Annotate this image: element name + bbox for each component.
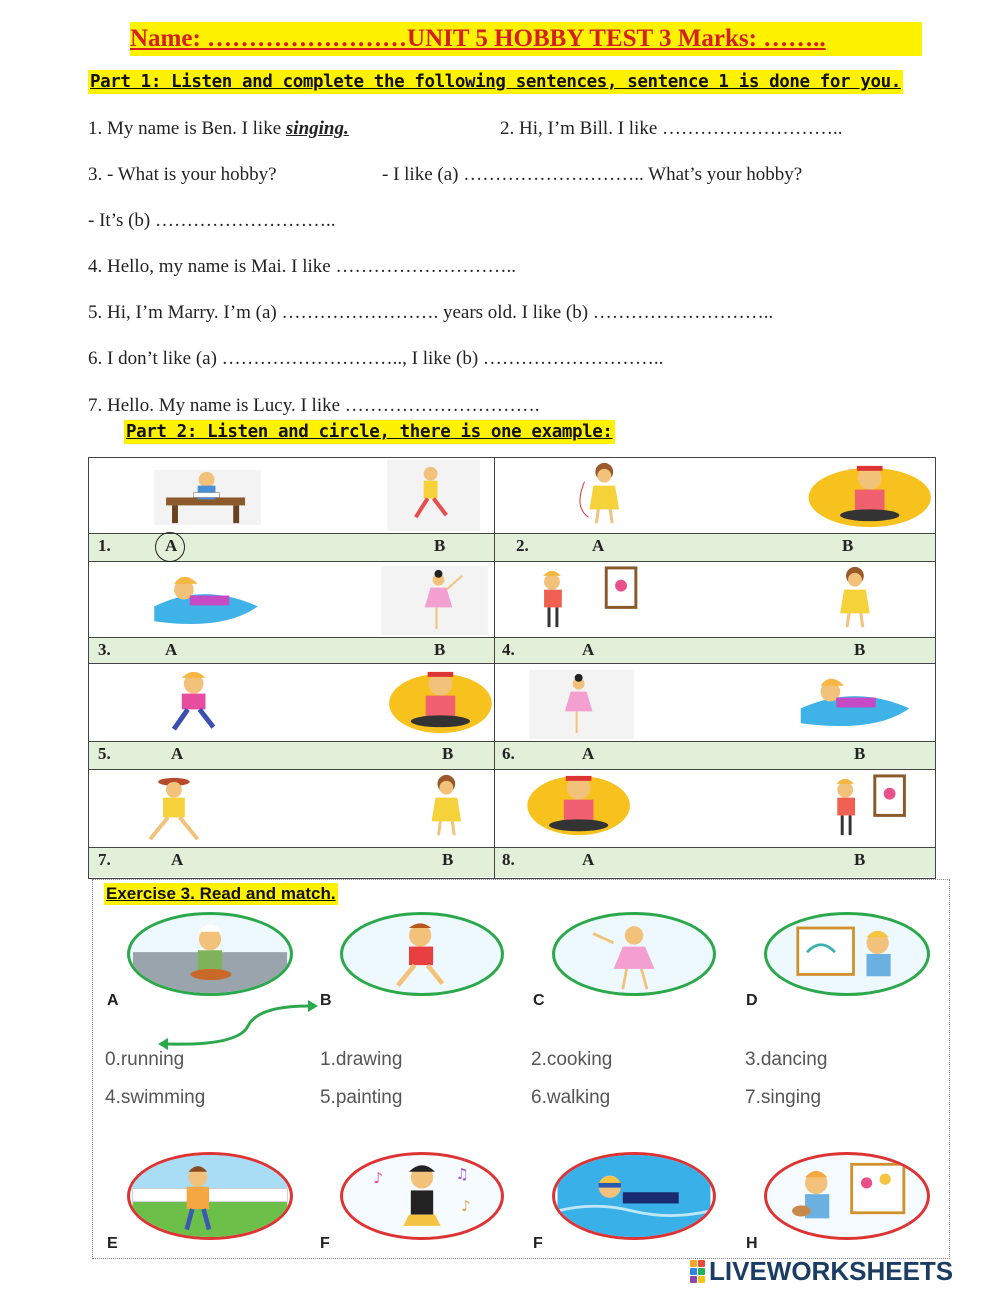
answer-row (89, 742, 935, 770)
singing-girl-image (840, 567, 870, 627)
row3-images (89, 664, 935, 741)
table-row (89, 770, 935, 848)
option-a[interactable]: A (165, 536, 178, 555)
question-number: 4. (502, 640, 515, 659)
picture-letter: C (533, 992, 545, 1009)
word-item: 3.dancing (745, 1049, 828, 1070)
question-number: 6. (502, 744, 515, 763)
row1-images (89, 458, 935, 533)
running-girl-image (174, 672, 213, 729)
row2-images (89, 562, 935, 637)
easel-icon (767, 915, 927, 993)
answer-row (89, 534, 935, 562)
option-b[interactable]: B (442, 744, 454, 763)
option-b[interactable]: B (854, 744, 866, 763)
picture-letter: F (533, 1235, 543, 1252)
dancing-girl-image (381, 566, 488, 635)
option-b[interactable]: B (842, 536, 854, 555)
drawing-picture (764, 912, 930, 996)
option-a[interactable]: A (171, 850, 184, 869)
cooking-picture (127, 912, 293, 996)
painting-girl-image (543, 568, 636, 627)
swimming-girl-image (801, 679, 910, 726)
svg-text:♪: ♪ (461, 1196, 471, 1215)
painting-icon (767, 1155, 927, 1237)
picture-letter: H (746, 1235, 758, 1252)
picture-letter: F (320, 1235, 330, 1252)
sentence-1-answer: singing. (285, 118, 349, 139)
table-row (89, 562, 935, 638)
walking-icon (130, 1155, 290, 1237)
option-b[interactable]: B (442, 850, 454, 869)
reading-boy-image (154, 470, 261, 525)
word-item: 0.running (105, 1049, 185, 1070)
running-girl-image (387, 460, 480, 531)
cooking-girl-image (527, 776, 630, 835)
question-number: 3. (98, 640, 111, 659)
swimming-icon (555, 1155, 713, 1237)
worksheet-title: Name: ……………………UNIT 5 HOBBY TEST 3 Marks: …….. (130, 22, 922, 56)
dancing-girl-image (529, 670, 634, 739)
option-a[interactable]: A (582, 850, 595, 869)
word-item: 5.painting (320, 1087, 403, 1108)
sentence-1-text: 1. My name is Ben. I like (88, 118, 286, 139)
option-a[interactable]: A (165, 640, 178, 659)
part2-table (88, 457, 936, 879)
sentence-2[interactable]: 2. Hi, I’m Bill. I like ……………………….. (500, 118, 843, 139)
liveworksheets-logo[interactable] (690, 1255, 953, 1287)
walking-picture (127, 1152, 293, 1240)
singing-icon (343, 1155, 501, 1237)
table-row (89, 458, 935, 534)
dancing-icon (555, 915, 713, 993)
option-a[interactable]: A (171, 744, 184, 763)
table-divider (494, 458, 495, 878)
word-item: 7.singing (745, 1087, 822, 1108)
word-item: 4.swimming (105, 1087, 206, 1108)
picture-letter: E (107, 1235, 118, 1252)
word-item: 6.walking (531, 1087, 611, 1108)
running-icon (343, 915, 501, 993)
painting-picture (764, 1152, 930, 1240)
logo-grid-icon (690, 1260, 705, 1283)
singing-girl-image (432, 775, 462, 835)
part2-heading: Part 2: Listen and circle, there is one example: (126, 422, 613, 442)
swimming-picture (552, 1152, 716, 1240)
cooking-icon (130, 915, 290, 993)
option-a[interactable]: A (582, 744, 595, 763)
sentence-1 (88, 117, 349, 141)
singing-girl-image (580, 463, 619, 523)
dancing-picture (552, 912, 716, 996)
word-item: 2.cooking (531, 1049, 613, 1070)
cooking-girl-image (389, 672, 492, 733)
option-a[interactable]: A (582, 640, 595, 659)
sentence-4[interactable]: 4. Hello, my name is Mai. I like ……………………….. (88, 256, 516, 277)
exercise3-heading: Exercise 3. Read and match. (106, 884, 336, 903)
example-arrow-icon (158, 996, 318, 1052)
answer-row (89, 848, 935, 877)
sentence-3-b[interactable]: - It’s (b) ……………………….. (88, 210, 336, 231)
painting-girl-image (836, 776, 904, 835)
logo-text: LIVEWORKSHEETS (709, 1255, 954, 1286)
question-number: 5. (98, 744, 111, 763)
option-b[interactable]: B (854, 850, 866, 869)
option-b[interactable]: B (434, 536, 446, 555)
table-row (89, 664, 935, 742)
walking-girl-image (150, 778, 197, 839)
sentence-3-answer[interactable]: - I like (a) ……………………….. What’s your hobby? (382, 164, 803, 185)
row4-images (89, 770, 935, 847)
singing-picture (340, 1152, 504, 1240)
question-number: 2. (516, 536, 529, 555)
sentence-7[interactable]: 7. Hello. My name is Lucy. I like …………………………. (88, 395, 540, 416)
cooking-girl-image (809, 466, 931, 527)
sentence-5[interactable]: 5. Hi, I’m Marry. I’m (a) ……………………. years old. I like (b) ……………………….. (88, 302, 774, 323)
svg-text:♫: ♫ (455, 1165, 469, 1184)
question-number: 1. (98, 536, 111, 555)
part1-heading: Part 1: Listen and complete the following sentences, sentence 1 is done for you. (90, 72, 901, 92)
swimming-girl-image (154, 577, 258, 624)
picture-letter: A (107, 992, 119, 1009)
option-b[interactable]: B (854, 640, 866, 659)
sentence-6[interactable]: 6. I don’t like (a) ……………………….., I like (b) ……………………….. (88, 348, 664, 369)
picture-letter: D (746, 992, 758, 1009)
word-item: 1.drawing (320, 1049, 403, 1070)
picture-letter: B (320, 992, 332, 1009)
option-a[interactable]: A (592, 536, 605, 555)
answer-row (89, 638, 935, 664)
option-b[interactable]: B (434, 640, 446, 659)
question-number: 7. (98, 850, 111, 869)
sentence-3-question: 3. - What is your hobby? (88, 164, 277, 185)
svg-text:♪: ♪ (373, 1168, 384, 1187)
running-picture (340, 912, 504, 996)
question-number: 8. (502, 850, 515, 869)
